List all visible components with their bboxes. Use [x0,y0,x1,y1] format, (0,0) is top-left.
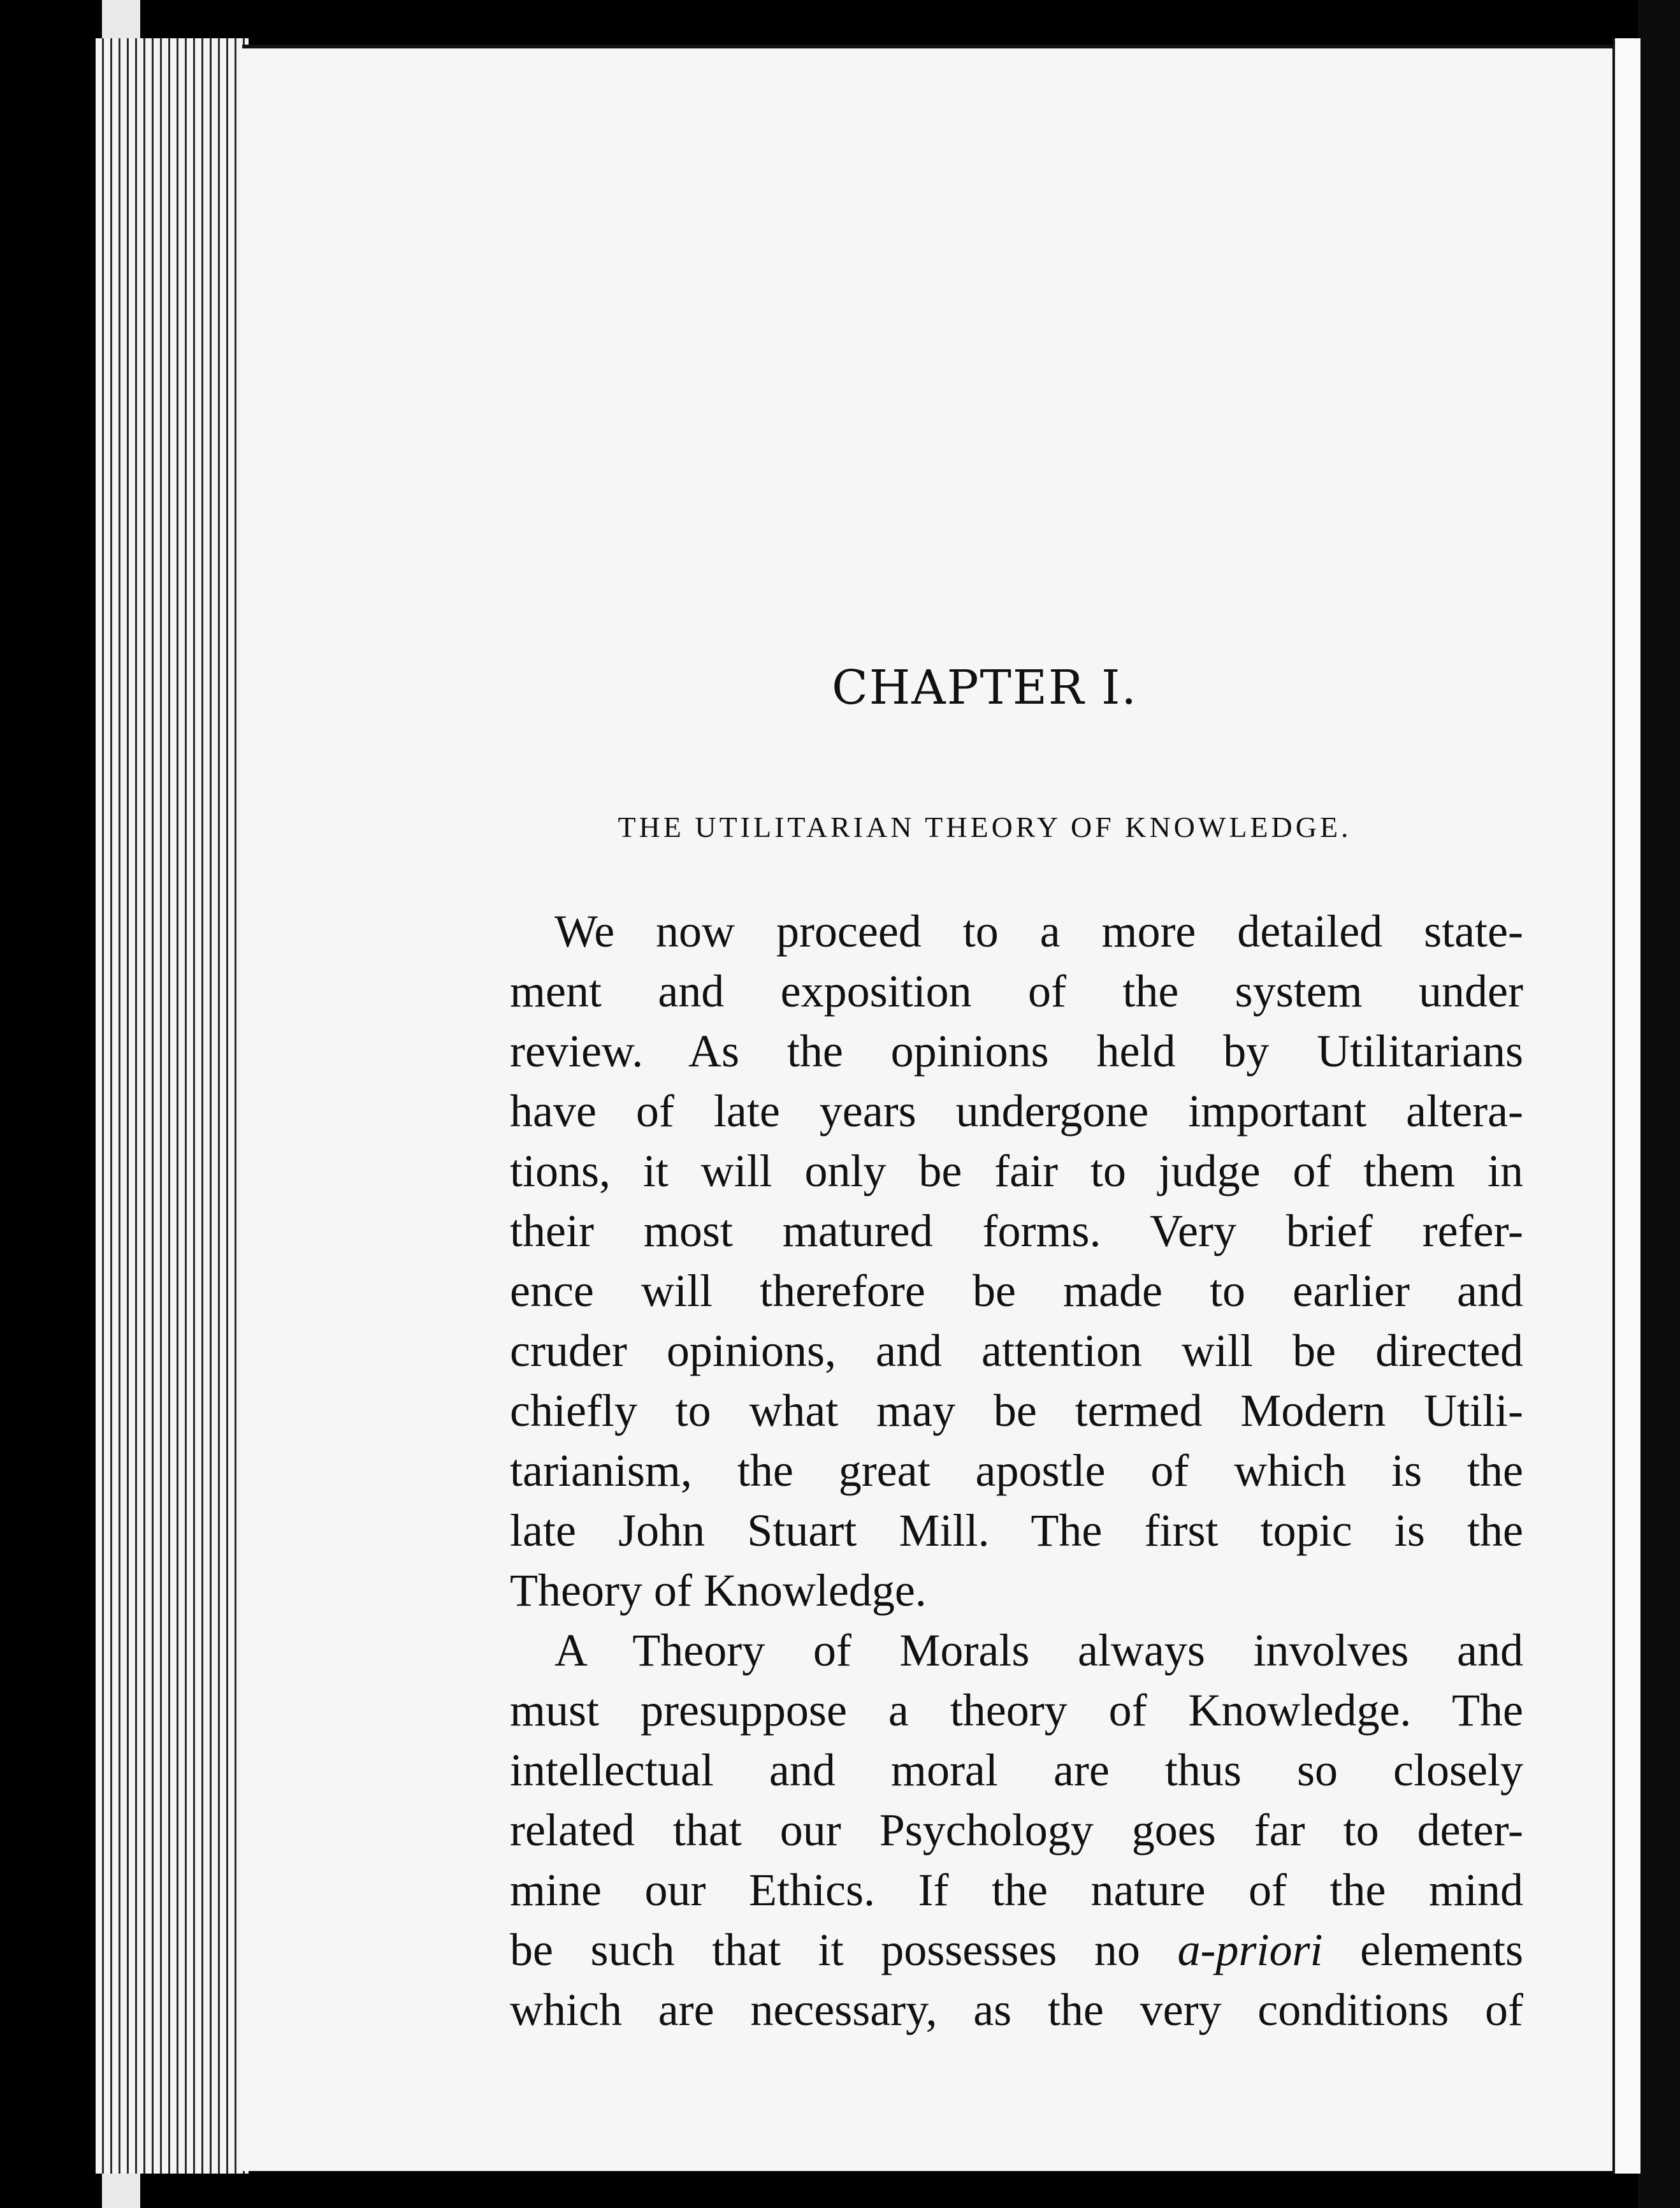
text-segment: elements [1360,1924,1523,1975]
text-line: We now proceed to a more detailed state- [554,906,1523,957]
book-page [242,45,1612,2171]
text-line: which are necessary, as the very conditions of [510,1984,1523,2035]
text-line: tarianism, the great apostle of which is the [510,1445,1523,1496]
text-line: mine our Ethics. If the nature of the mind [510,1864,1523,1915]
italic-term: a-priori [1177,1924,1323,1975]
text-line: their most matured forms. Very brief refer- [510,1205,1523,1256]
text-line: Theory of Knowledge. [510,1565,927,1616]
page-stack-edges [96,38,249,2174]
text-line: late John Stuart Mill. The first topic is the [510,1505,1523,1556]
text-line: cruder opinions, and attention will be directed [510,1325,1523,1376]
right-page-edge [1612,38,1640,2174]
text-line: ment and exposition of the system under [510,966,1523,1017]
text-line: must presuppose a theory of Knowledge. The [510,1685,1523,1736]
text-line: ence will therefore be made to earlier and [510,1265,1523,1316]
text-line: intellectual and moral are thus so closely [510,1745,1523,1796]
text-segment: be such that it possesses no [510,1924,1140,1975]
chapter-subtitle: THE UTILITARIAN THEORY OF KNOWLEDGE. [618,811,1352,843]
text-line-mixed [510,1920,1523,1980]
chapter-title: CHAPTER I. [832,660,1138,715]
text-line: tions, it will only be fair to judge of them in [510,1145,1523,1196]
text-line: A Theory of Morals always involves and [554,1625,1523,1676]
text-line: review. As the opinions held by Utilitarians [510,1026,1523,1077]
text-line: related that our Psychology goes far to deter- [510,1805,1523,1856]
right-scan-border [1638,0,1680,2208]
text-line: have of late years undergone important altera- [510,1086,1523,1137]
text-line: chiefly to what may be termed Modern Utili- [510,1385,1523,1436]
body-text [510,901,1523,2040]
